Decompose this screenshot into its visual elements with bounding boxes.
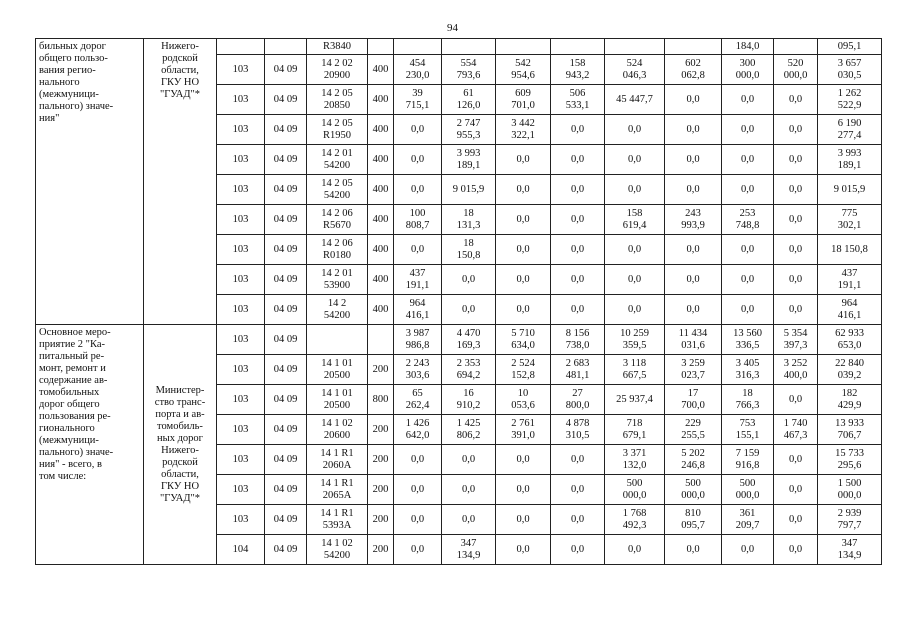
amount-cell: 45 447,7: [605, 85, 665, 115]
amount-cell: 3 371 132,0: [605, 445, 665, 475]
grbs-code: 103: [217, 85, 265, 115]
amount-cell: 0,0: [442, 265, 496, 295]
amount-cell: 0,0: [551, 145, 605, 175]
amount-cell: 0,0: [496, 475, 551, 505]
amount-cell: 3 118 667,5: [605, 355, 665, 385]
target-article: 14 1 R1 5393A: [307, 505, 368, 535]
amount-cell: 609 701,0: [496, 85, 551, 115]
expense-type: 200: [368, 445, 394, 475]
target-article: 14 1 02 20600: [307, 415, 368, 445]
section-code: 04 09: [265, 475, 307, 505]
amount-cell: 9 015,9: [442, 175, 496, 205]
amount-cell: 18 766,3: [722, 385, 774, 415]
amount-cell: 1 500 000,0: [818, 475, 882, 505]
section-code: 04 09: [265, 385, 307, 415]
amount-cell: 0,0: [774, 535, 818, 565]
amount-cell: 0,0: [774, 175, 818, 205]
amount-cell: 18 150,8: [818, 235, 882, 265]
amount-cell: 810 095,7: [665, 505, 722, 535]
section-code: 04 09: [265, 535, 307, 565]
amount-cell: 520 000,0: [774, 55, 818, 85]
target-article: 14 2 05 R1950: [307, 115, 368, 145]
amount-cell: 0,0: [551, 505, 605, 535]
amount-cell: 0,0: [551, 205, 605, 235]
amount-cell: 27 800,0: [551, 385, 605, 415]
amount-cell: 0,0: [496, 235, 551, 265]
section-code: 04 09: [265, 265, 307, 295]
target-article: 14 1 R1 2065A: [307, 475, 368, 505]
amount-cell: 0,0: [496, 205, 551, 235]
amount-cell: 18 150,8: [442, 235, 496, 265]
expense-type: 400: [368, 55, 394, 85]
target-article: [307, 325, 368, 355]
amount-cell: 16 910,2: [442, 385, 496, 415]
amount-cell: 17 700,0: [665, 385, 722, 415]
expense-type: 400: [368, 85, 394, 115]
amount-cell: 13 560 336,5: [722, 325, 774, 355]
target-article: 14 1 R1 2060A: [307, 445, 368, 475]
amount-cell: 1 768 492,3: [605, 505, 665, 535]
amount-cell: 0,0: [722, 145, 774, 175]
amount-cell: 2 243 303,6: [394, 355, 442, 385]
amount-cell: 182 429,9: [818, 385, 882, 415]
table-row: [36, 325, 882, 355]
activity-description: Основное меро- приятие 2 "Ка- питальный ре- монт, ремонт и содержание ав- томобильных дорог общего пользования ре- гионального (межмуници- пального) значе- ния" - всего, в том числе:: [36, 325, 144, 565]
grbs-code: 103: [217, 385, 265, 415]
amount-cell: 2 939 797,7: [818, 505, 882, 535]
amount-cell: 0,0: [722, 295, 774, 325]
amount-cell: [442, 39, 496, 55]
amount-cell: 5 354 397,3: [774, 325, 818, 355]
amount-cell: 0,0: [774, 295, 818, 325]
section-code: 04 09: [265, 505, 307, 535]
amount-cell: [605, 39, 665, 55]
amount-cell: 0,0: [774, 385, 818, 415]
target-article: 14 2 02 20900: [307, 55, 368, 85]
amount-cell: 500 000,0: [722, 475, 774, 505]
amount-cell: 0,0: [774, 265, 818, 295]
section-code: 04 09: [265, 235, 307, 265]
amount-cell: 253 748,8: [722, 205, 774, 235]
amount-cell: 0,0: [394, 145, 442, 175]
amount-cell: 9 015,9: [818, 175, 882, 205]
amount-cell: 18 131,3: [442, 205, 496, 235]
amount-cell: 13 933 706,7: [818, 415, 882, 445]
amount-cell: 0,0: [665, 235, 722, 265]
amount-cell: 0,0: [774, 445, 818, 475]
amount-cell: 0,0: [551, 175, 605, 205]
amount-cell: 1 425 806,2: [442, 415, 496, 445]
amount-cell: 8 156 738,0: [551, 325, 605, 355]
amount-cell: 0,0: [496, 535, 551, 565]
target-article: R3840: [307, 39, 368, 55]
amount-cell: 0,0: [774, 85, 818, 115]
amount-cell: 0,0: [442, 445, 496, 475]
amount-cell: 0,0: [605, 265, 665, 295]
amount-cell: 15 733 295,6: [818, 445, 882, 475]
section-code: 04 09: [265, 115, 307, 145]
section-code: 04 09: [265, 145, 307, 175]
amount-cell: [551, 39, 605, 55]
section-code: 04 09: [265, 415, 307, 445]
amount-cell: 2 747 955,3: [442, 115, 496, 145]
section-code: [265, 39, 307, 55]
amount-cell: 243 993,9: [665, 205, 722, 235]
amount-cell: 22 840 039,2: [818, 355, 882, 385]
grbs-code: 103: [217, 505, 265, 535]
expense-type: 200: [368, 355, 394, 385]
responsible-executor: Нижего- родской области, ГКУ НО "ГУАД"*: [144, 39, 217, 325]
amount-cell: 500 000,0: [605, 475, 665, 505]
amount-cell: 0,0: [496, 145, 551, 175]
amount-cell: 775 302,1: [818, 205, 882, 235]
amount-cell: 361 209,7: [722, 505, 774, 535]
amount-cell: 0,0: [665, 265, 722, 295]
amount-cell: 3 259 023,7: [665, 355, 722, 385]
budget-table: [35, 38, 882, 565]
amount-cell: 0,0: [551, 235, 605, 265]
amount-cell: 100 808,7: [394, 205, 442, 235]
amount-cell: 506 533,1: [551, 85, 605, 115]
amount-cell: 0,0: [774, 235, 818, 265]
target-article: 14 1 02 54200: [307, 535, 368, 565]
expense-type: [368, 39, 394, 55]
amount-cell: 964 416,1: [818, 295, 882, 325]
expense-type: 800: [368, 385, 394, 415]
section-code: 04 09: [265, 325, 307, 355]
grbs-code: 103: [217, 475, 265, 505]
amount-cell: 3 987 986,8: [394, 325, 442, 355]
section-code: 04 09: [265, 55, 307, 85]
amount-cell: 0,0: [394, 115, 442, 145]
section-code: 04 09: [265, 205, 307, 235]
amount-cell: 0,0: [551, 295, 605, 325]
amount-cell: 2 353 694,2: [442, 355, 496, 385]
amount-cell: 347 134,9: [442, 535, 496, 565]
target-article: 14 2 06 R0180: [307, 235, 368, 265]
amount-cell: 6 190 277,4: [818, 115, 882, 145]
amount-cell: 0,0: [722, 235, 774, 265]
amount-cell: 0,0: [722, 175, 774, 205]
target-article: 14 2 01 53900: [307, 265, 368, 295]
amount-cell: 437 191,1: [818, 265, 882, 295]
section-code: 04 09: [265, 445, 307, 475]
amount-cell: 62 933 653,0: [818, 325, 882, 355]
amount-cell: [496, 39, 551, 55]
amount-cell: 0,0: [722, 85, 774, 115]
amount-cell: 3 405 316,3: [722, 355, 774, 385]
section-code: 04 09: [265, 355, 307, 385]
amount-cell: 0,0: [496, 175, 551, 205]
amount-cell: 0,0: [665, 145, 722, 175]
amount-cell: 0,0: [722, 265, 774, 295]
section-code: 04 09: [265, 295, 307, 325]
amount-cell: 0,0: [665, 175, 722, 205]
expense-type: 200: [368, 505, 394, 535]
amount-cell: 0,0: [551, 535, 605, 565]
grbs-code: 103: [217, 175, 265, 205]
amount-cell: 3 657 030,5: [818, 55, 882, 85]
amount-cell: 0,0: [551, 445, 605, 475]
amount-cell: 1 262 522,9: [818, 85, 882, 115]
amount-cell: 0,0: [496, 295, 551, 325]
amount-cell: 0,0: [722, 115, 774, 145]
expense-type: 400: [368, 295, 394, 325]
amount-cell: 3 252 400,0: [774, 355, 818, 385]
amount-cell: 10 259 359,5: [605, 325, 665, 355]
amount-cell: 229 255,5: [665, 415, 722, 445]
amount-cell: 11 434 031,6: [665, 325, 722, 355]
amount-cell: 0,0: [442, 295, 496, 325]
amount-cell: 347 134,9: [818, 535, 882, 565]
amount-cell: 095,1: [818, 39, 882, 55]
amount-cell: 0,0: [605, 295, 665, 325]
amount-cell: 0,0: [496, 265, 551, 295]
target-article: 14 2 01 54200: [307, 145, 368, 175]
expense-type: 400: [368, 205, 394, 235]
activity-description: бильных дорог общего пользо- вания регио- нального (межмуници- пального) значе- ния": [36, 39, 144, 325]
grbs-code: 103: [217, 355, 265, 385]
grbs-code: 103: [217, 145, 265, 175]
amount-cell: 39 715,1: [394, 85, 442, 115]
table-row: [36, 39, 882, 55]
grbs-code: 103: [217, 415, 265, 445]
amount-cell: 7 159 916,8: [722, 445, 774, 475]
amount-cell: 454 230,0: [394, 55, 442, 85]
amount-cell: 0,0: [774, 115, 818, 145]
section-code: 04 09: [265, 85, 307, 115]
amount-cell: 0,0: [665, 115, 722, 145]
amount-cell: 10 053,6: [496, 385, 551, 415]
amount-cell: 0,0: [394, 445, 442, 475]
amount-cell: 0,0: [774, 205, 818, 235]
amount-cell: 0,0: [394, 505, 442, 535]
amount-cell: 0,0: [394, 535, 442, 565]
amount-cell: 0,0: [551, 115, 605, 145]
amount-cell: [394, 39, 442, 55]
target-article: 14 2 05 54200: [307, 175, 368, 205]
amount-cell: 500 000,0: [665, 475, 722, 505]
amount-cell: [774, 39, 818, 55]
amount-cell: 300 000,0: [722, 55, 774, 85]
target-article: 14 2 05 20850: [307, 85, 368, 115]
grbs-code: 104: [217, 535, 265, 565]
amount-cell: 184,0: [722, 39, 774, 55]
amount-cell: 0,0: [394, 175, 442, 205]
amount-cell: 0,0: [774, 145, 818, 175]
amount-cell: 0,0: [605, 115, 665, 145]
amount-cell: 0,0: [394, 235, 442, 265]
amount-cell: 158 943,2: [551, 55, 605, 85]
expense-type: 200: [368, 415, 394, 445]
amount-cell: 0,0: [605, 145, 665, 175]
target-article: 14 1 01 20500: [307, 385, 368, 415]
expense-type: 400: [368, 235, 394, 265]
amount-cell: 0,0: [665, 535, 722, 565]
amount-cell: 158 619,4: [605, 205, 665, 235]
amount-cell: 5 202 246,8: [665, 445, 722, 475]
expense-type: 400: [368, 115, 394, 145]
amount-cell: 718 679,1: [605, 415, 665, 445]
expense-type: 200: [368, 475, 394, 505]
amount-cell: 0,0: [605, 175, 665, 205]
expense-type: 400: [368, 175, 394, 205]
amount-cell: 2 524 152,8: [496, 355, 551, 385]
amount-cell: 0,0: [394, 475, 442, 505]
amount-cell: 0,0: [605, 235, 665, 265]
amount-cell: 542 954,6: [496, 55, 551, 85]
grbs-code: 103: [217, 325, 265, 355]
page-number: 94: [447, 22, 458, 34]
target-article: 14 2 06 R5670: [307, 205, 368, 235]
grbs-code: 103: [217, 115, 265, 145]
amount-cell: 0,0: [605, 535, 665, 565]
amount-cell: 0,0: [496, 505, 551, 535]
amount-cell: 437 191,1: [394, 265, 442, 295]
amount-cell: 5 710 634,0: [496, 325, 551, 355]
amount-cell: [665, 39, 722, 55]
expense-type: 400: [368, 145, 394, 175]
amount-cell: 0,0: [774, 505, 818, 535]
grbs-code: 103: [217, 235, 265, 265]
amount-cell: 753 155,1: [722, 415, 774, 445]
target-article: 14 2 54200: [307, 295, 368, 325]
section-code: 04 09: [265, 175, 307, 205]
expense-type: [368, 325, 394, 355]
grbs-code: [217, 39, 265, 55]
amount-cell: 4 878 310,5: [551, 415, 605, 445]
expense-type: 400: [368, 265, 394, 295]
amount-cell: 1 740 467,3: [774, 415, 818, 445]
amount-cell: 524 046,3: [605, 55, 665, 85]
amount-cell: 3 993 189,1: [442, 145, 496, 175]
amount-cell: 1 426 642,0: [394, 415, 442, 445]
amount-cell: 0,0: [442, 505, 496, 535]
amount-cell: 0,0: [442, 475, 496, 505]
amount-cell: 3 442 322,1: [496, 115, 551, 145]
amount-cell: 4 470 169,3: [442, 325, 496, 355]
amount-cell: 0,0: [665, 295, 722, 325]
amount-cell: 3 993 189,1: [818, 145, 882, 175]
amount-cell: 61 126,0: [442, 85, 496, 115]
amount-cell: 0,0: [496, 445, 551, 475]
amount-cell: 0,0: [551, 265, 605, 295]
grbs-code: 103: [217, 55, 265, 85]
amount-cell: 0,0: [722, 535, 774, 565]
grbs-code: 103: [217, 295, 265, 325]
expense-type: 200: [368, 535, 394, 565]
amount-cell: 2 683 481,1: [551, 355, 605, 385]
amount-cell: 0,0: [774, 475, 818, 505]
grbs-code: 103: [217, 445, 265, 475]
amount-cell: 0,0: [665, 85, 722, 115]
amount-cell: 602 062,8: [665, 55, 722, 85]
amount-cell: 65 262,4: [394, 385, 442, 415]
grbs-code: 103: [217, 205, 265, 235]
amount-cell: 964 416,1: [394, 295, 442, 325]
grbs-code: 103: [217, 265, 265, 295]
amount-cell: 25 937,4: [605, 385, 665, 415]
amount-cell: 2 761 391,0: [496, 415, 551, 445]
amount-cell: 554 793,6: [442, 55, 496, 85]
target-article: 14 1 01 20500: [307, 355, 368, 385]
responsible-executor: Министер- ство транс- порта и ав- томобиль- ных дорог Нижего- родской области, ГКУ НО "ГУАД"*: [144, 325, 217, 565]
amount-cell: 0,0: [551, 475, 605, 505]
